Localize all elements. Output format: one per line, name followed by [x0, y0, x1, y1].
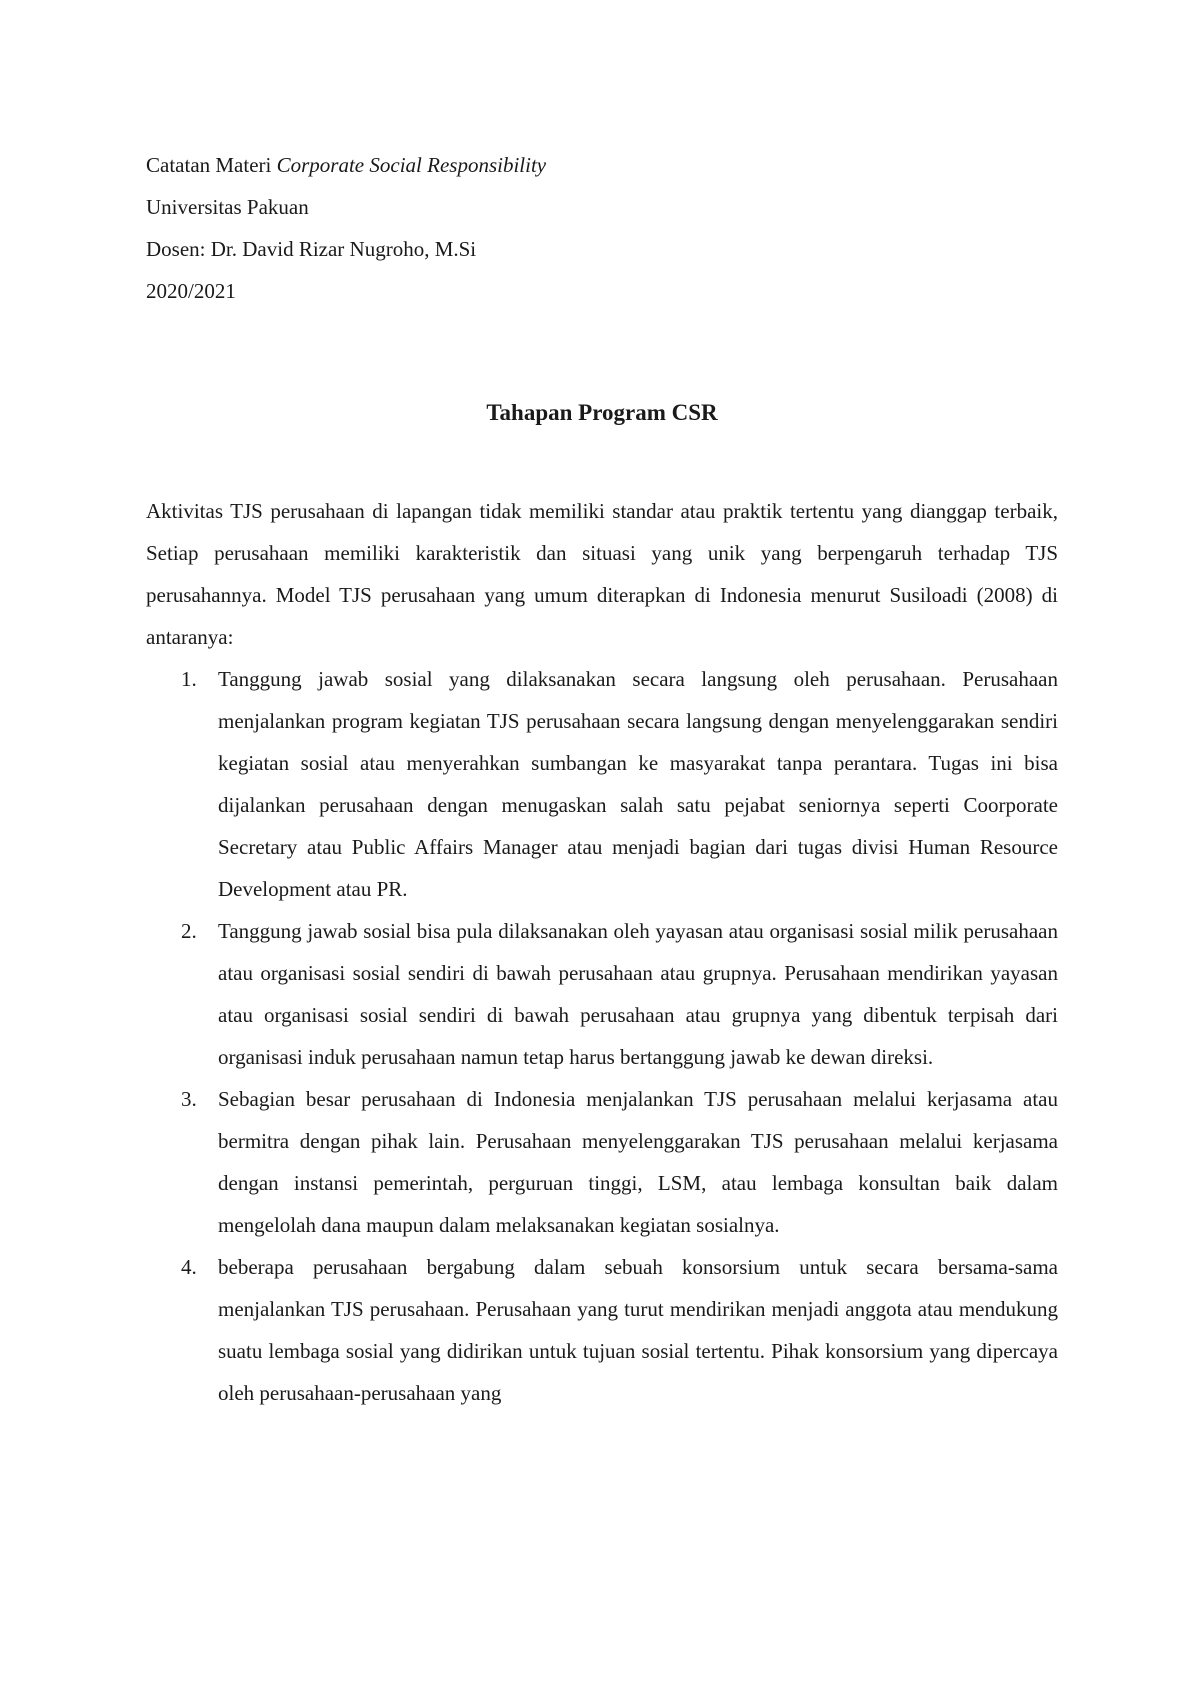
- lecturer-line: Dosen: Dr. David Rizar Nugroho, M.Si: [146, 237, 477, 261]
- list-number: 3.: [181, 1087, 197, 1111]
- list-item: [146, 1078, 1058, 1246]
- course-name: Corporate Social Responsibility: [276, 153, 547, 177]
- document-header: [146, 144, 1046, 312]
- intro-paragraph: Aktivitas TJS perusahaan di lapangan tidak memiliki standar atau praktik tertentu yang dianggap terbaik, Setiap perusahaan memiliki karakteristik dan situasi yang unik yang berpengaruh terhadap TJS perusahannya. Model TJS perusahaan yang umum diterapkan di Indonesia menurut Susiloadi (2008) di antaranya:: [146, 499, 1058, 649]
- university-line: Universitas Pakuan: [146, 195, 309, 219]
- model-list: [146, 658, 1058, 1414]
- course-line: [146, 144, 1046, 186]
- course-prefix: Catatan Materi: [146, 153, 277, 177]
- academic-year-line: 2020/2021: [146, 279, 236, 303]
- list-item: [146, 658, 1058, 910]
- list-item: [146, 1246, 1058, 1414]
- list-item-text: Sebagian besar perusahaan di Indonesia menjalankan TJS perusahaan melalui kerjasama atau bermitra dengan pihak lain. Perusahaan menyelenggarakan TJS perusahaan melalui kerjasama dengan instansi pemerintah, perguruan tinggi, LSM, atau lembaga konsultan baik dalam mengelolah dana maupun dalam melaksanakan kegiatan sosialnya.: [218, 1087, 1058, 1237]
- list-number: 4.: [181, 1255, 197, 1279]
- list-number: 2.: [181, 919, 197, 943]
- list-item-text: Tanggung jawab sosial bisa pula dilaksanakan oleh yayasan atau organisasi sosial milik perusahaan atau organisasi sosial sendiri di bawah perusahaan atau grupnya. Perusahaan mendirikan yayasan atau organisasi sosial sendiri di bawah perusahaan atau grupnya yang dibentuk terpisah dari organisasi induk perusahaan namun tetap harus bertanggung jawab ke dewan direksi.: [218, 919, 1058, 1069]
- list-number: 1.: [181, 667, 197, 691]
- list-item-text: beberapa perusahaan bergabung dalam sebuah konsorsium untuk secara bersama-sama menjalankan TJS perusahaan. Perusahaan yang turut mendirikan menjadi anggota atau mendukung suatu lembaga sosial yang didirikan untuk tujuan sosial tertentu. Pihak konsorsium yang dipercaya oleh perusahaan-perusahaan yang: [218, 1255, 1058, 1405]
- list-item: [146, 910, 1058, 1078]
- list-item-text: Tanggung jawab sosial yang dilaksanakan secara langsung oleh perusahaan. Perusahaan menjalankan program kegiatan TJS perusahaan secara langsung dengan menyelenggarakan sendiri kegiatan sosial atau menyerahkan sumbangan ke masyarakat tanpa perantara. Tugas ini bisa dijalankan perusahaan dengan menugaskan salah satu pejabat seniornya seperti Coorporate Secretary atau Public Affairs Manager atau menjadi bagian dari tugas divisi Human Resource Development atau PR.: [218, 667, 1058, 901]
- document-title: Tahapan Program CSR: [486, 400, 718, 425]
- document-body: [146, 490, 1058, 1414]
